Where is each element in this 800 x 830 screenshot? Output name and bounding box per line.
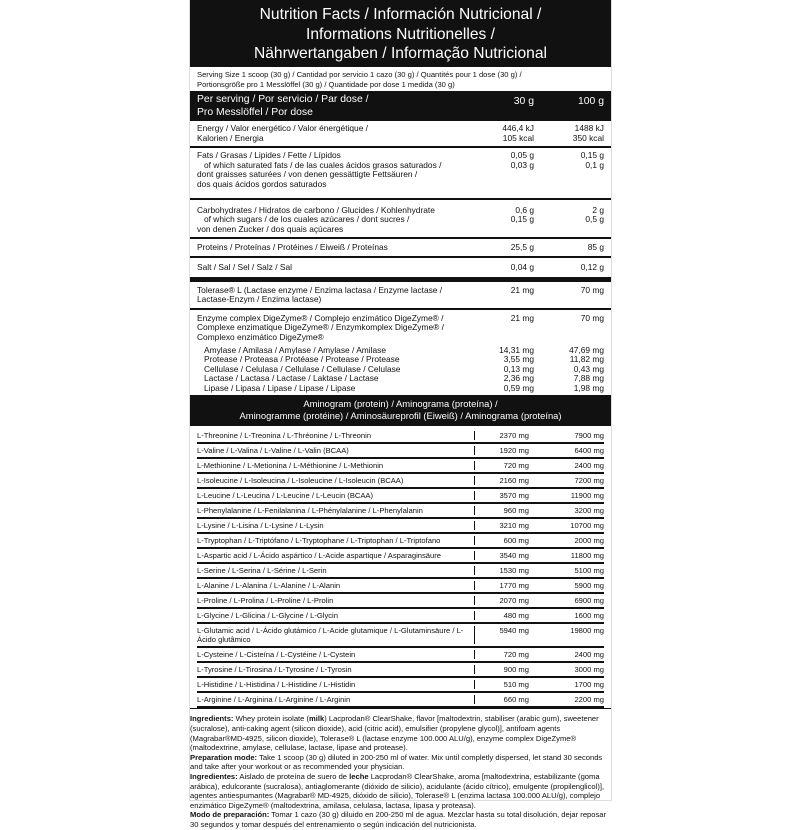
value-30g: 510 mg xyxy=(503,680,529,690)
value-30g: 1530 mg xyxy=(499,566,529,576)
aminogram-header-line-1: Aminogram (protein) / Aminograma (proteína) / xyxy=(303,398,498,410)
nutrient-label: of which saturated fats / de las cuales ácidos grasos saturados / xyxy=(204,159,442,170)
nutrition-title xyxy=(190,0,611,67)
value-30g: 0,13 mg xyxy=(503,363,534,374)
nutrient-label: Fats / Grasas / Lipides / Fette / Lípidos xyxy=(197,150,341,161)
nutrient-label: dos quais ácidos gordos saturados xyxy=(197,178,327,189)
value-100g: 70 mg xyxy=(580,284,604,295)
preparation-es-label: Modo de preparación: xyxy=(190,810,270,820)
aminogram-row xyxy=(197,678,604,693)
value-30g: 1770 mg xyxy=(499,581,529,591)
nutrient-row xyxy=(197,134,604,144)
nutrient-label: Energy / Valor energético / Valor énergétique / xyxy=(197,123,369,133)
tolerase-block xyxy=(190,282,611,310)
nutrient-row xyxy=(197,333,604,343)
value-30g: 3540 mg xyxy=(499,551,529,561)
value-100g: 0,1 g xyxy=(585,159,604,170)
nutrient-row xyxy=(197,180,604,190)
proteins-block xyxy=(190,239,611,258)
amino-acid-label: L-Phenylalanine / L-Fenilalanina / L-Phénylalanine / L-Phenylalanin xyxy=(197,506,475,515)
nutrient-label: Salt / Sal / Sel / Salz / Sal xyxy=(197,261,292,272)
value-100g: 6900 mg xyxy=(574,596,604,606)
nutrient-label: Lipase / Lipasa / Lipase / Lipase / Lipase xyxy=(204,382,356,393)
nutrient-label: Cellulase / Celulasa / Cellulase / Cellulase / Celulase xyxy=(204,363,401,374)
value-100g: 6400 mg xyxy=(574,446,604,456)
amino-acid-label: L-Glutamic acid / L-Ácido glutámico / L-Acide glutamique / L-Glutaminsäure / L-Ácido glutâmico xyxy=(197,626,475,644)
title-line-1: Nutrition Facts / Información Nutricional / xyxy=(259,6,542,23)
nutrient-label: Tolerase® L (Lactase enzyme / Enzima lactasa / Enzyme lactase / xyxy=(197,284,443,295)
value-30g: 480 mg xyxy=(503,611,529,621)
value-100g: 10700 mg xyxy=(570,521,604,531)
value-100g: 5900 mg xyxy=(574,581,604,591)
value-30g: 0,6 g xyxy=(515,204,534,215)
value-100g: 47,69 mg xyxy=(569,344,604,355)
value-30g: 3,55 mg xyxy=(503,354,534,365)
amino-acid-label: L-Lysine / L-Lisina / L-Lysine / L-Lysin xyxy=(197,521,475,530)
ingredients-en-label: Ingredients: xyxy=(190,714,234,724)
value-30g: 21 mg xyxy=(510,312,534,323)
nutrient-label: Enzyme complex DigeZyme® / Complejo enzimático DigeZyme® / xyxy=(197,312,444,323)
aminogram-row xyxy=(197,624,604,648)
value-100g: 3000 mg xyxy=(574,665,604,675)
preparation-en-text: Take 1 scoop (30 g) diluted in 200-250 ml of water. Mix until completly dispersed, let stand 30 seconds and take after your workout or as recommended your physician. xyxy=(190,752,603,772)
nutrient-row xyxy=(197,384,604,394)
value-30g: 2,36 mg xyxy=(503,373,534,384)
ingredients-en-text: Whey protein isolate ( xyxy=(233,714,310,724)
value-30g: 720 mg xyxy=(503,650,529,660)
aminogram-row xyxy=(197,459,604,474)
value-30g: 720 mg xyxy=(503,461,529,471)
per-serving-line-2: Pro Messlöffel / Por dose xyxy=(197,106,313,118)
digezyme-block xyxy=(190,310,611,396)
value-100g: 1488 kJ xyxy=(574,123,604,133)
aminogram-table xyxy=(190,426,611,708)
value-100g: 11900 mg xyxy=(570,491,604,501)
amino-acid-label: L-Leucine / L-Leucina / L-Leucine / L-Leucin (BCAA) xyxy=(197,491,475,500)
value-30g: 25,5 g xyxy=(510,242,534,253)
aminogram-row xyxy=(197,489,604,504)
per-serving-line-1: Per serving / Por servicio / Par dose / xyxy=(197,94,369,105)
value-100g: 2000 mg xyxy=(574,536,604,546)
nutrient-label: Complexo enzimático DigeZyme® xyxy=(197,331,324,342)
aminogram-row xyxy=(197,429,604,444)
nutrient-label: von denen Zucker / dos quais açúcares xyxy=(197,223,344,234)
aminogram-row xyxy=(197,519,604,534)
amino-acid-label: L-Serine / L-Serina / L-Sérine / L-Serin xyxy=(197,566,475,575)
allergen-leche: leche xyxy=(349,772,369,782)
amino-acid-label: L-Isoleucine / L-Isoleucina / L-Isoleucine / L-Isoleucin (BCAA) xyxy=(197,476,475,485)
nutrient-row xyxy=(197,243,604,253)
value-100g: 7,88 mg xyxy=(573,373,604,384)
value-30g: 3570 mg xyxy=(499,491,529,501)
value-30g: 0,03 g xyxy=(510,159,534,170)
value-100g: 2 g xyxy=(592,204,604,215)
value-30g: 5940 mg xyxy=(499,626,529,636)
serving-line-2: Portionsgröße pro 1 Messlöffel (30 g) / Quantidade por dose 1 medida (30 g) xyxy=(197,79,455,89)
energy-block xyxy=(190,121,611,148)
aminogram-row xyxy=(197,549,604,564)
value-100g: 2200 mg xyxy=(574,695,604,705)
aminogram-row xyxy=(197,444,604,459)
aminogram-row xyxy=(197,579,604,594)
nutrient-row xyxy=(197,225,604,235)
value-100g: 1,98 mg xyxy=(573,382,604,393)
aminogram-header xyxy=(190,395,611,426)
allergen-milk: milk xyxy=(309,714,325,724)
value-30g: 105 kcal xyxy=(502,132,534,143)
value-100g: 0,5 g xyxy=(585,214,604,225)
nutrient-label: Protease / Proteasa / Protéase / Protease / Protease xyxy=(204,354,400,365)
value-100g: 1700 mg xyxy=(574,680,604,690)
nutrient-row xyxy=(197,263,604,273)
ingredients-es xyxy=(190,772,607,810)
serving-line-1: Serving Size 1 scoop (30 g) / Cantidad por servicio 1 cazo (30 g) / Quantités pour 1 dose (30 g) / xyxy=(197,70,522,79)
amino-acid-label: L-Tyrosine / L-Tirosina / L-Tyrosine / L-Tyrosin xyxy=(197,665,475,674)
value-100g: 1600 mg xyxy=(574,611,604,621)
value-100g: 7900 mg xyxy=(574,431,604,441)
value-100g: 70 mg xyxy=(580,312,604,323)
nutrient-label: Amylase / Amilasa / Amylase / Amylase / Amilase xyxy=(204,344,386,355)
aminogram-row xyxy=(197,474,604,489)
value-30g: 2160 mg xyxy=(499,476,529,486)
nutrient-label: Lactase-Enzym / Enzima lactase) xyxy=(197,294,322,305)
amino-acid-label: L-Methionine / L-Metionina / L-Méthionine / L-Methionin xyxy=(197,461,475,470)
preparation-es-text: Tomar 1 cazo (30 g) diluido en 200-250 ml de agua. Mezclar hasta su total disolución, dejar reposar 30 segundos y tomar después del entrenamiento o según indicación del nutricionista. xyxy=(190,810,607,829)
title-line-2: Informations Nutritionelles / xyxy=(306,25,495,43)
col-100g-header: 100 g xyxy=(577,96,604,107)
value-30g: 1920 mg xyxy=(499,446,529,456)
value-30g: 0,59 mg xyxy=(503,382,534,393)
nutrient-label: dont graisses saturées / von denen gessättigte Fettsäuren / xyxy=(197,169,418,180)
serving-size xyxy=(190,67,611,92)
amino-acid-label: L-Tryptophan / L-Triptófano / L-Tryptophane / L-Triptophan / L-Triptofano xyxy=(197,536,475,545)
carbs-block xyxy=(190,200,611,240)
aminogram-row xyxy=(197,594,604,609)
value-100g: 85 g xyxy=(587,242,604,253)
amino-acid-label: L-Aspartic acid / L-Ácido aspártico / L-Acide aspartique / Asparaginsäure xyxy=(197,551,475,560)
amino-acid-label: L-Arginine / L-Arginina / L-Arginine / L-Arginin xyxy=(197,695,475,704)
amino-acid-label: L-Histidine / L-Histidina / L-Histidine / L-Histidin xyxy=(197,680,475,689)
amino-acid-label: L-Proline / L-Prolina / L-Proline / L-Prolin xyxy=(197,596,475,605)
ingredients-en-text: ) Lacprodan® ClearShake, flavor [maltodextrin, stabiliser (arabic gum), sweetener (sucralose), anti-caking agent (silicon dioxide), acid (citric acid), emulsifier (propylene glycol)], antifoam agents (Magrabar®MD-4925, silicon dioxide), Tolerase® L (lactase enzyme 100.000 ALU/g), enzyme complex DigeZyme® (maltodextrine, amylase, cellulase, lactase, lipase and protease). xyxy=(190,714,599,753)
value-100g: 0,15 g xyxy=(580,150,604,161)
nutrient-label: Complexe enzimatique DigeZyme® / Enzymkomplex DigeZyme® / xyxy=(197,322,444,333)
amino-acid-label: L-Cysteine / L-Cisteína / L-Cystéine / L-Cystein xyxy=(197,650,475,659)
preparation-es xyxy=(190,810,607,829)
aminogram-row xyxy=(197,663,604,678)
nutrition-label xyxy=(190,0,611,829)
value-100g: 3200 mg xyxy=(574,506,604,516)
aminogram-row xyxy=(197,504,604,519)
per-serving-header xyxy=(190,92,611,121)
nutrient-label: Proteins / Proteínas / Protéines / Eiweiß / Proteínas xyxy=(197,242,388,253)
ingredients-es-text: Aislado de proteína de suero de xyxy=(237,772,350,782)
value-30g: 2070 mg xyxy=(499,596,529,606)
value-30g: 660 mg xyxy=(503,695,529,705)
value-30g: 0,04 g xyxy=(510,261,534,272)
value-100g: 0,12 g xyxy=(580,261,604,272)
aminogram-header-line-2: Aminogramme (protéine) / Aminosäureprofil (Eiweiß) / Aminograma (proteína) xyxy=(239,409,562,421)
value-30g: 600 mg xyxy=(503,536,529,546)
amino-acid-label: L-Alanine / L-Alanina / L-Alanine / L-Alanin xyxy=(197,581,475,590)
ingredients-en xyxy=(190,714,607,752)
value-100g: 5100 mg xyxy=(574,566,604,576)
ingredients-section xyxy=(190,708,611,829)
value-30g: 14,31 mg xyxy=(499,344,534,355)
per-serving-label xyxy=(197,94,474,119)
title-line-3: Nährwertangaben / Informação Nutricional xyxy=(254,45,547,62)
col-30g-header: 30 g xyxy=(513,96,534,107)
aminogram-row xyxy=(197,693,604,708)
aminogram-row xyxy=(197,534,604,549)
value-30g: 3210 mg xyxy=(499,521,529,531)
value-30g: 0,05 g xyxy=(510,150,534,161)
value-30g: 446,4 kJ xyxy=(502,123,534,133)
salt-block xyxy=(190,258,611,282)
nutrient-label: Lactase / Lactasa / Lactase / Laktase / Lactase xyxy=(204,373,379,384)
value-30g: 900 mg xyxy=(503,665,529,675)
nutrient-label: of which sugars / de los cuales azúcares / dont sucres / xyxy=(204,214,410,225)
value-100g: 11800 mg xyxy=(570,551,604,561)
ingredients-es-label: Ingredientes: xyxy=(190,772,238,782)
preparation-en-label: Preparation mode: xyxy=(190,752,258,762)
nutrient-label: Carbohydrates / Hidratos de carbono / Glucides / Kohlenhydrate xyxy=(197,204,435,215)
value-100g: 19800 mg xyxy=(570,626,604,636)
value-100g: 7200 mg xyxy=(574,476,604,486)
fats-block xyxy=(190,148,611,199)
aminogram-row xyxy=(197,609,604,624)
value-100g: 2400 mg xyxy=(574,461,604,471)
value-100g: 0,43 mg xyxy=(573,363,604,374)
amino-acid-label: L-Threonine / L-Treonina / L-Thréonine / L-Threonin xyxy=(197,431,475,440)
value-100g: 2400 mg xyxy=(574,650,604,660)
aminogram-row xyxy=(197,564,604,579)
nutrient-row xyxy=(197,295,604,305)
preparation-en xyxy=(190,753,607,772)
value-100g: 350 kcal xyxy=(572,132,604,143)
ingredients-es-text: Lacprodan® ClearShake, aroma [maltodextrina, estabilizante (goma arábica), edulcorante (sucralosa), antiaglomerante (dióxido de silicio), acidulante (ácido cítrico), emulgente (propilenglicol)], agentes antiespumantes (Magrabar® MD-4925, dióxido de silicio), Tolerase® L (enzima lactasa 100.000 ALU/g), complejo enzimático DigeZyme® (maltodextrina, amilasa, celulasa, lactasa, lipasa y proteasa). xyxy=(190,772,605,810)
value-30g: 2370 mg xyxy=(499,431,529,441)
value-100g: 11,82 mg xyxy=(569,354,604,365)
value-30g: 0,15 g xyxy=(510,214,534,225)
amino-acid-label: L-Glycine / L-Glicina / L-Glycine / L-Glycin xyxy=(197,611,475,620)
aminogram-row xyxy=(197,648,604,663)
amino-acid-label: L-Valine / L-Valina / L-Valine / L-Valin (BCAA) xyxy=(197,446,475,455)
nutrient-label: Kalorien / Energia xyxy=(197,132,264,143)
value-30g: 21 mg xyxy=(510,284,534,295)
value-30g: 960 mg xyxy=(503,506,529,516)
